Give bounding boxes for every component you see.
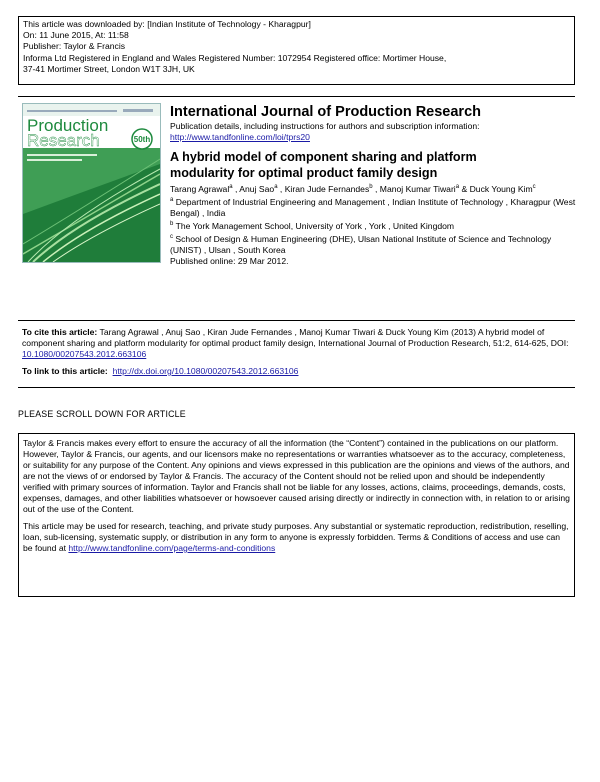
- citation-label: To cite this article:: [22, 327, 98, 337]
- affiliation-text: School of Design & Human Engineering (DHE), Ulsan National Institute of Science and Technology (UNIST) , Ulsan , South Korea: [170, 234, 552, 255]
- affiliation-mark: a: [170, 197, 174, 204]
- cover-badge-text: 50th: [133, 135, 151, 144]
- download-notice-line: Publisher: Taylor & Francis: [23, 41, 126, 52]
- affiliation-mark: b: [170, 221, 174, 228]
- citation-rule-bottom: [18, 387, 575, 388]
- link-paragraph: [22, 366, 576, 377]
- download-notice-line: On: 11 June 2015, At: 11:58: [23, 30, 129, 41]
- publication-details: Publication details, including instructions for authors and subscription information:: [170, 121, 480, 131]
- author-list: [170, 184, 580, 195]
- author-separator: ,: [277, 184, 285, 194]
- author-name: Kiran Jude Fernandes: [284, 184, 370, 194]
- journal-cover-image[interactable]: [22, 103, 161, 263]
- link-label: To link to this article:: [22, 366, 108, 376]
- author-affiliation-mark: a: [274, 184, 278, 191]
- author-name: Anuj Sao: [239, 184, 275, 194]
- article-title: [170, 149, 580, 181]
- author-affiliation-mark: a: [455, 184, 460, 191]
- author-separator: ,: [232, 184, 240, 194]
- journal-header: [170, 103, 580, 267]
- header-rule: [18, 96, 575, 97]
- disclaimer-paragraph: Taylor & Francis makes every effort to ensure the accuracy of all the information (the “Content”) contained in the publications on our platform. However, Taylor & Francis, our agents, and our licensors make no representations or warranties whatsoever as to the accuracy, completeness, or suitability for any purpose of the Content. Any opinions and views expressed in this publication are the opinions and views of the authors, and are not the views of or endorsed by Taylor & Francis. The accuracy of the Content should not be relied upon and should be independently verified with primary sources of information. Taylor and Francis shall not be liable for any losses, actions, claims, proceedings, demands, costs, expenses, damages, and other liabilities whatsoever or howsoever caused arising directly or indirectly in connection with, in relation to or arising out of the use of the Content.: [23, 438, 570, 514]
- download-notice-line: 37-41 Mortimer Street, London W1T 3JH, UK: [23, 63, 195, 74]
- citation-paragraph: [22, 327, 576, 360]
- doi-link[interactable]: 10.1080/00207543.2012.663106: [22, 349, 147, 359]
- author-name: Tarang Agrawal: [170, 184, 230, 194]
- article-title-line: modularity for optimal product family design: [170, 166, 438, 180]
- affiliation: [170, 221, 580, 232]
- usage-paragraph: [23, 521, 570, 554]
- author-separator: &: [459, 184, 470, 194]
- published-date: Published online: 29 Mar 2012.: [170, 256, 289, 266]
- cover-artwork: [23, 104, 160, 262]
- cover-title-line1: Production: [27, 116, 109, 135]
- download-notice-line: Informa Ltd Registered in England and Wales Registered Number: 1072954 Registered office: Mortimer House,: [23, 52, 447, 63]
- citation-text: Tarang Agrawal , Anuj Sao , Kiran Jude Fernandes , Manoj Kumar Tiwari & Duck Young Kim (2013) A hybrid model of component sharing and platform modularity for optimal product family design, International Journal of Production Research, 51:2, 614-625, DOI:: [22, 327, 569, 348]
- affiliation-text: Department of Industrial Engineering and Management , Indian Institute of Technology , Kharagpur (West Bengal) , India: [170, 197, 576, 218]
- author-name: Duck Young Kim: [469, 184, 533, 194]
- disclaimer-box: [18, 433, 575, 597]
- journal-url-link[interactable]: http://www.tandfonline.com/loi/tprs20: [170, 132, 310, 142]
- author-affiliation-mark: c: [532, 184, 536, 191]
- author-name: Manoj Kumar Tiwari: [379, 184, 456, 194]
- author-affiliation-mark: b: [369, 184, 373, 191]
- affiliation-text: The York Management School, University of York , York , United Kingdom: [175, 221, 455, 231]
- author-affiliation-mark: a: [229, 184, 233, 191]
- download-notice-line: This article was downloaded by: [Indian Institute of Technology - Kharagpur]: [23, 19, 311, 29]
- article-doi-url-link[interactable]: http://dx.doi.org/10.1080/00207543.2012.663106: [112, 366, 299, 376]
- journal-title: International Journal of Production Research: [170, 104, 481, 120]
- usage-text: This article may be used for research, teaching, and private study purposes. Any substantial or systematic reproduction, redistribution, reselling, loan, sub-licensing, systematic supply, or distribution in any form to anyone is expressly forbidden. Terms & Conditions of access and use can be found at: [23, 521, 569, 553]
- citation-section: [22, 327, 576, 383]
- article-title-line: A hybrid model of component sharing and platform: [170, 150, 477, 164]
- affiliation: [170, 197, 580, 219]
- terms-link[interactable]: http://www.tandfonline.com/page/terms-and-conditions: [68, 543, 276, 553]
- cover-title-line2: Research: [27, 131, 100, 150]
- citation-rule-top: [18, 320, 575, 321]
- download-notice-box: [18, 16, 575, 85]
- author-separator: ,: [372, 184, 380, 194]
- affiliation: [170, 234, 580, 256]
- scroll-notice: PLEASE SCROLL DOWN FOR ARTICLE: [18, 409, 186, 419]
- affiliation-mark: c: [170, 234, 173, 241]
